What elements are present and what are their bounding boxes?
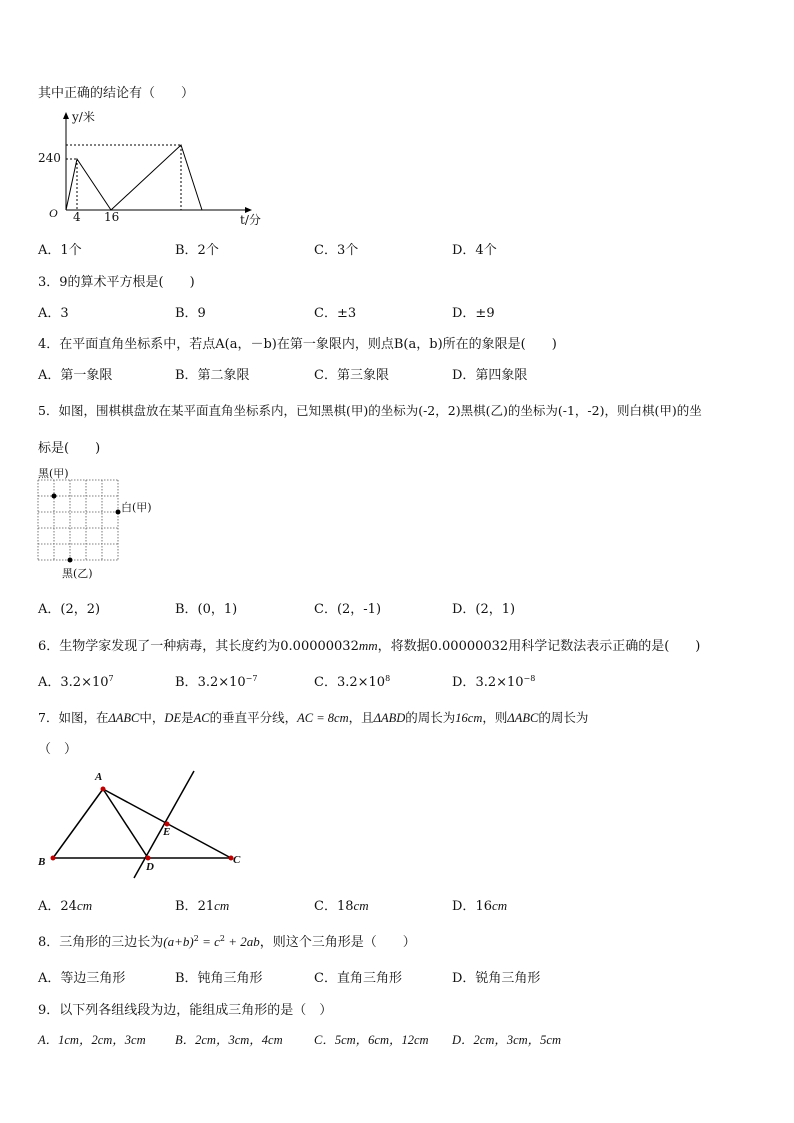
q5-stem-line1: 5．如图，围棋棋盘放在某平面直角坐标系内，已知黑棋(甲)的坐标为(-2，2)黑棋(乙)的坐标为(-1，-2)，则白棋(甲)的坐 bbox=[38, 403, 702, 418]
go-board bbox=[36, 478, 136, 568]
q9-option-b[interactable]: B．2cm，3cm，4cm bbox=[175, 1033, 283, 1047]
point-A bbox=[101, 787, 106, 792]
label-B: B bbox=[38, 856, 46, 868]
q2-option-d[interactable]: D．4个 bbox=[452, 243, 497, 258]
label-E: E bbox=[163, 826, 171, 838]
q3-stem: 3．9的算术平方根是( ) bbox=[38, 275, 195, 290]
q5-option-c[interactable]: C．(2，-1) bbox=[314, 602, 382, 617]
q3-option-d[interactable]: D．±9 bbox=[452, 306, 495, 321]
label-C: C bbox=[233, 854, 241, 866]
q7-option-c[interactable]: C．18cm bbox=[314, 898, 369, 914]
x-tick-4: 4 bbox=[73, 210, 81, 224]
q3-option-a[interactable]: A．3 bbox=[38, 306, 69, 321]
q4-option-b[interactable]: B．第二象限 bbox=[175, 368, 250, 383]
point-B bbox=[51, 856, 56, 861]
q7-stem: 7．如图，在ΔABC中，DE是AC的垂直平分线，AC = 8cm，且ΔABD的周长为16cm，则ΔABC的周长为 bbox=[38, 710, 589, 725]
q4-option-c[interactable]: C．第三象限 bbox=[314, 368, 389, 383]
q8-stem: 8．三角形的三边长为$(a+b)^2 = c^2 + 2ab$，则这个三角形是（ ） bbox=[38, 934, 416, 950]
x-tick-16: 16 bbox=[104, 210, 120, 224]
y-tick-240: 240 bbox=[38, 151, 61, 165]
q5-option-a[interactable]: A．(2，2) bbox=[38, 602, 101, 617]
q2-option-c[interactable]: C．3个 bbox=[314, 243, 359, 258]
y-axis-label: y/米 bbox=[72, 110, 95, 124]
q4-stem: 4．在平面直角坐标系中，若点A(a，－b)在第一象限内，则点B(a，b)所在的象限是( ) bbox=[38, 337, 557, 352]
origin-label: O bbox=[49, 206, 58, 220]
white-jia-label: 白(甲) bbox=[121, 501, 152, 514]
q2-option-a[interactable]: A．1个 bbox=[38, 243, 82, 258]
q3-option-b[interactable]: B．9 bbox=[175, 306, 206, 321]
black-stone-jia bbox=[52, 494, 57, 499]
q8-option-d[interactable]: D．锐角三角形 bbox=[452, 971, 541, 986]
q4-option-a[interactable]: A．第一象限 bbox=[38, 368, 113, 383]
q2-stem: 其中正确的结论有（ ） bbox=[38, 86, 195, 101]
q6-option-d[interactable]: D．$3.2\times 10^{-8}$ bbox=[452, 674, 536, 690]
point-D bbox=[146, 856, 151, 861]
black-yi-label: 黑(乙) bbox=[62, 567, 93, 580]
q2-option-b[interactable]: B．2个 bbox=[175, 243, 219, 258]
q3-option-c[interactable]: C．±3 bbox=[314, 306, 357, 321]
q8-option-a[interactable]: A．等边三角形 bbox=[38, 971, 126, 986]
q7-option-d[interactable]: D．16cm bbox=[452, 898, 508, 914]
q5-option-d[interactable]: D．(2，1) bbox=[452, 602, 516, 617]
q6-option-c[interactable]: C．$3.2\times 10^8$ bbox=[314, 674, 391, 690]
q8-option-c[interactable]: C．直角三角形 bbox=[314, 971, 402, 986]
graph-line bbox=[66, 145, 202, 210]
q6-option-a[interactable]: A．$3.2\times 10^7$ bbox=[38, 674, 114, 690]
label-A: A bbox=[95, 771, 103, 783]
q6-stem: 6．生物学家发现了一种病毒，其长度约为0.00000032mm，将数据0.00000032用科学记数法表示正确的是( ) bbox=[38, 638, 701, 654]
white-stone-jia bbox=[116, 510, 121, 515]
q9-option-c[interactable]: C．5cm，6cm，12cm bbox=[314, 1033, 429, 1047]
q5-stem-line2: 标是( ) bbox=[38, 441, 101, 456]
q9-option-d[interactable]: D．2cm，3cm，5cm bbox=[452, 1033, 562, 1047]
q5-option-b[interactable]: B．(0，1) bbox=[175, 602, 238, 617]
q8-option-b[interactable]: B．钝角三角形 bbox=[175, 971, 263, 986]
q7-stem-line2: （ ） bbox=[38, 742, 78, 757]
x-axis-label: t/分 bbox=[240, 213, 261, 227]
q7-option-a[interactable]: A．24cm bbox=[38, 898, 93, 914]
black-stone-yi bbox=[68, 558, 73, 563]
q9-stem: 9．以下列各组线段为边，能组成三角形的是（ ） bbox=[38, 1003, 333, 1018]
q7-option-b[interactable]: B．21cm bbox=[175, 898, 230, 914]
q9-option-a[interactable]: A．1cm，2cm，3cm bbox=[38, 1033, 146, 1047]
q4-option-d[interactable]: D．第四象限 bbox=[452, 368, 528, 383]
black-jia-label: 黑(甲) bbox=[38, 467, 69, 480]
q6-option-b[interactable]: B．$3.2\times 10^{-7}$ bbox=[175, 674, 258, 690]
label-D: D bbox=[146, 861, 154, 873]
y-axis-arrow bbox=[63, 112, 69, 119]
